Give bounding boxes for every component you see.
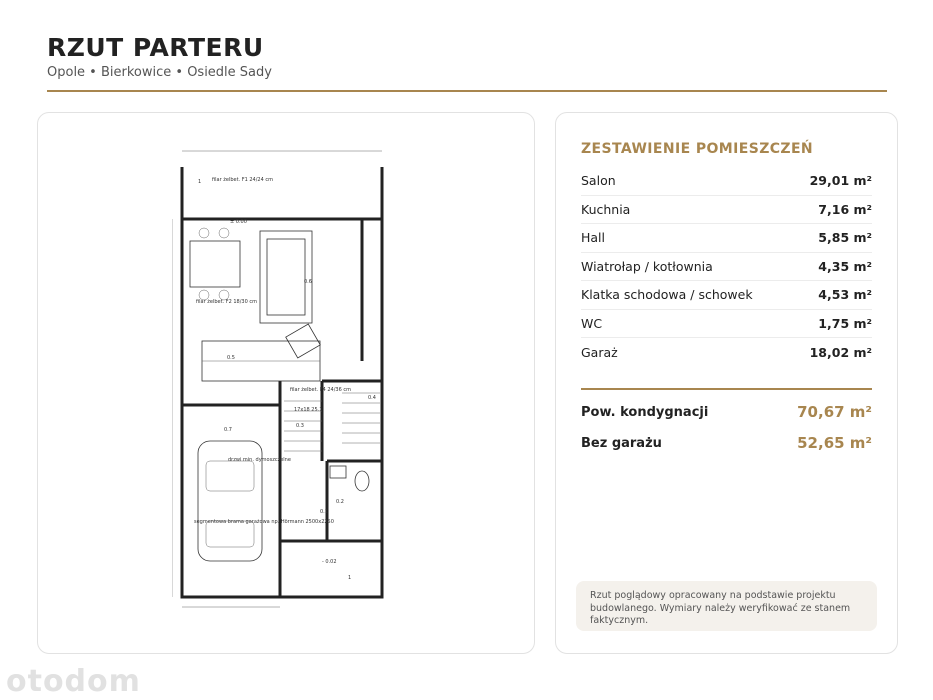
list-item bbox=[581, 338, 872, 367]
room-label: 0.2 bbox=[336, 499, 344, 505]
annotation: filar żelbet. F2 18/30 cm bbox=[196, 299, 257, 305]
list-item bbox=[581, 224, 872, 253]
room-area: 29,01 m² bbox=[809, 173, 872, 189]
area-without-garage-label: Bez garażu bbox=[581, 435, 662, 451]
annotation: ± 0.00 bbox=[230, 219, 247, 225]
annotation: filar żelbet. F1 24/24 cm bbox=[212, 177, 273, 183]
room-area: 1,75 m² bbox=[818, 315, 872, 331]
room-name: Salon bbox=[581, 173, 616, 189]
room-summary-card bbox=[555, 112, 898, 654]
floor-plan-drawing bbox=[172, 131, 402, 623]
disclaimer-note: Rzut poglądowy opracowany na podstawie projektu budowlanego. Wymiary należy weryfikować ze stanem faktycznym. bbox=[576, 581, 877, 631]
room-list bbox=[581, 167, 872, 367]
annotation: segmentowa brama garażowa np. Hörmann 2500x2250 bbox=[194, 519, 334, 525]
room-name: Hall bbox=[581, 230, 606, 246]
section-mark: 1 bbox=[348, 575, 352, 581]
annotation: filar żelbet. F4 24/36 cm bbox=[290, 387, 351, 393]
room-area: 4,53 m² bbox=[818, 287, 872, 303]
area-without-garage-value: 52,65 m² bbox=[797, 434, 872, 452]
stairs-drawing bbox=[284, 393, 380, 451]
watermark-logo: otodom bbox=[6, 664, 141, 699]
room-label: 0.4 bbox=[368, 395, 376, 401]
area-without-garage-row bbox=[581, 434, 872, 452]
list-item bbox=[581, 167, 872, 196]
page-title: RZUT PARTERU bbox=[47, 33, 264, 62]
room-name: Garaż bbox=[581, 344, 618, 360]
list-item bbox=[581, 253, 872, 282]
location-subtitle: Opole • Bierkowice • Osiedle Sady bbox=[47, 65, 272, 80]
room-name: Kuchnia bbox=[581, 201, 631, 217]
summary-heading: ZESTAWIENIE POMIESZCZEŃ bbox=[581, 141, 814, 157]
room-label: 0.1 bbox=[320, 509, 328, 515]
room-label: 0.6 bbox=[304, 279, 312, 285]
section-mark: 1 bbox=[198, 179, 202, 185]
annotation: - 0.02 bbox=[322, 559, 337, 565]
room-name: WC bbox=[581, 315, 603, 331]
room-name: Wiatrołap / kotłownia bbox=[581, 258, 713, 274]
room-name: Klatka schodowa / schowek bbox=[581, 287, 753, 303]
room-area: 18,02 m² bbox=[809, 344, 872, 360]
list-item bbox=[581, 310, 872, 339]
room-area: 5,85 m² bbox=[818, 230, 872, 246]
list-item bbox=[581, 196, 872, 225]
total-area-label: Pow. kondygnacji bbox=[581, 404, 709, 420]
room-label: 0.7 bbox=[224, 427, 232, 433]
total-area-row bbox=[581, 403, 872, 421]
list-item bbox=[581, 281, 872, 310]
room-area: 4,35 m² bbox=[818, 258, 872, 274]
header-divider bbox=[47, 90, 887, 92]
annotation: drzwi min. dymoszczelne bbox=[228, 457, 291, 463]
annotation: 17x18 25.1 bbox=[294, 407, 323, 413]
room-label: 0.5 bbox=[227, 355, 235, 361]
room-area: 7,16 m² bbox=[818, 201, 872, 217]
total-area-value: 70,67 m² bbox=[797, 403, 872, 421]
summary-divider bbox=[581, 388, 872, 390]
floor-plan-card bbox=[37, 112, 535, 654]
room-label: 0.3 bbox=[296, 423, 304, 429]
